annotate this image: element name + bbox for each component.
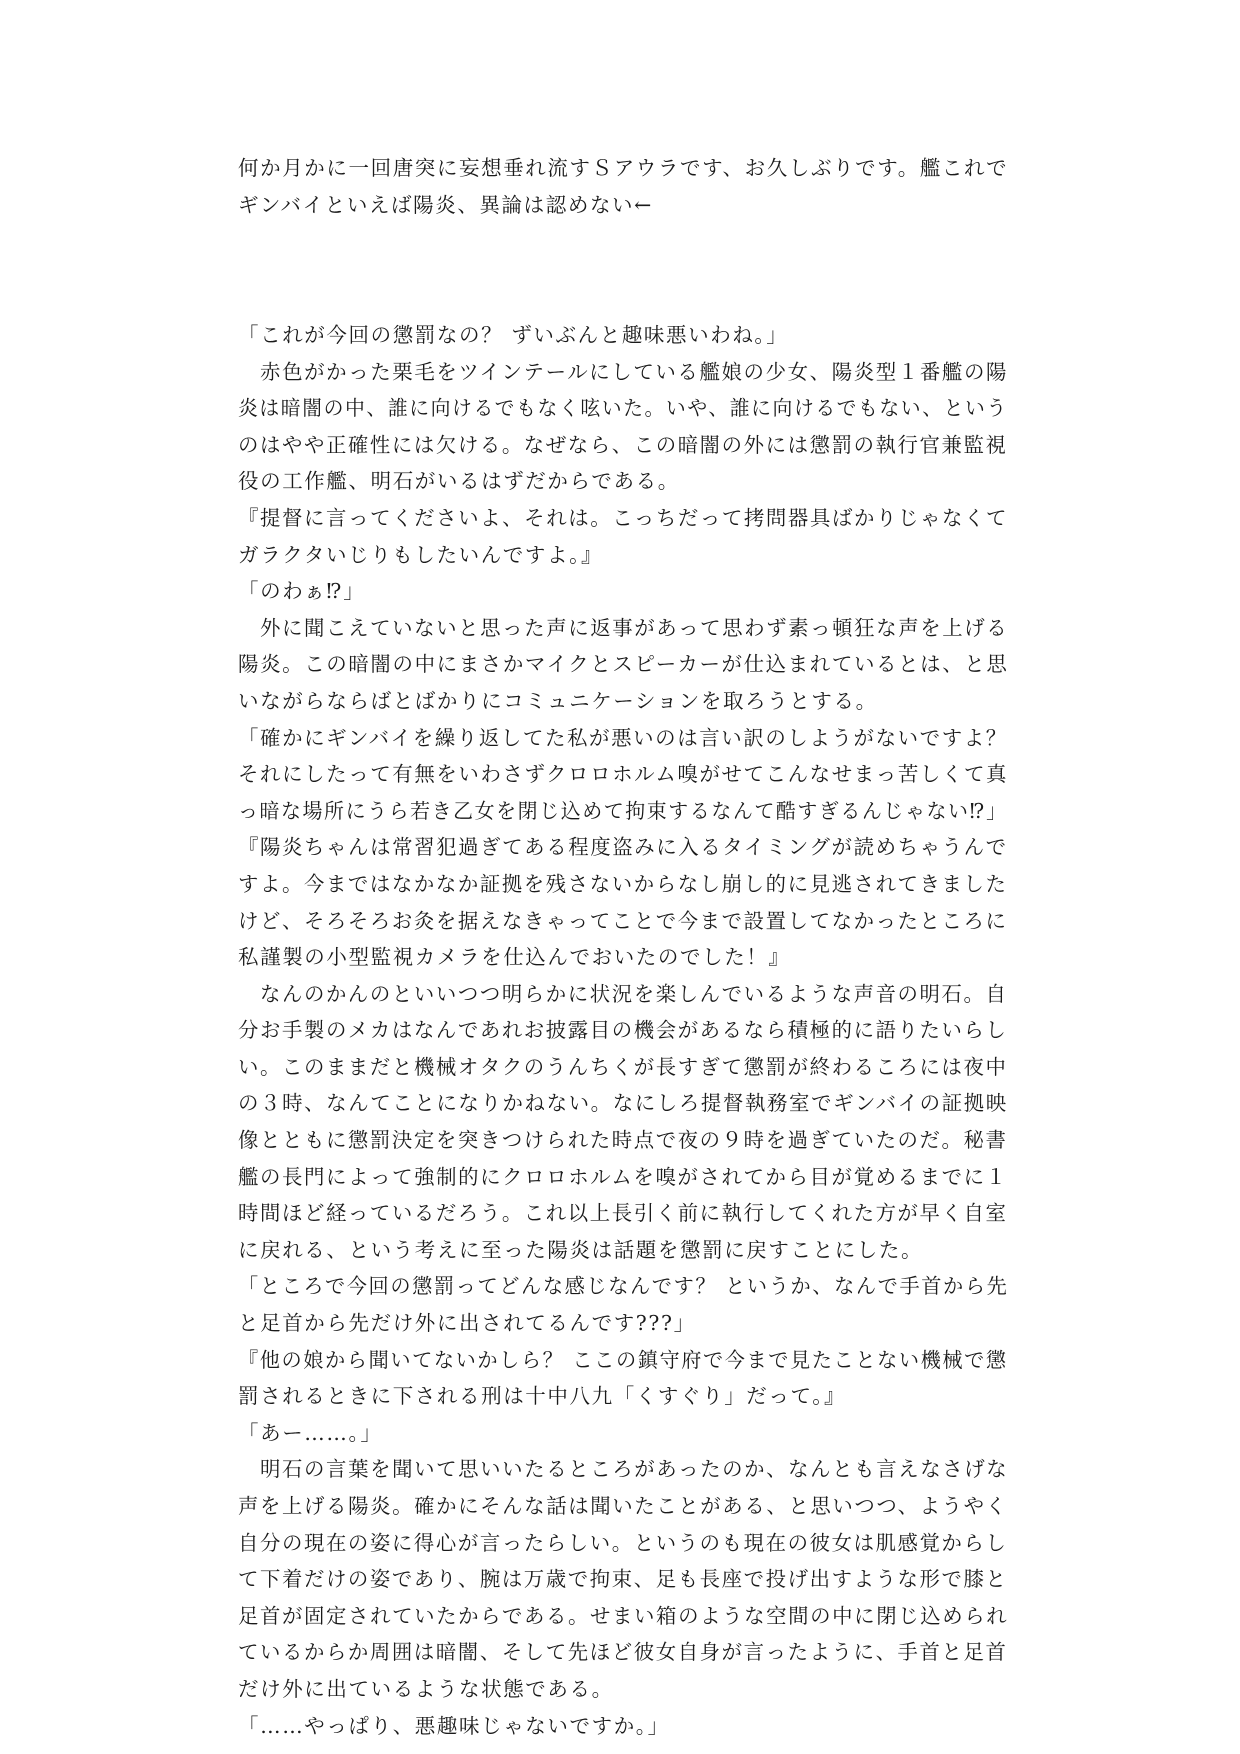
story-line: ガラクタいじりもしたいんですよ。』 bbox=[238, 542, 604, 567]
author-note bbox=[238, 150, 1008, 224]
author-note-line: ギンバイといえば陽炎、異論は認めない← bbox=[238, 193, 653, 217]
story-line: 「これが今回の懲罰なの？ ずいぶんと趣味悪いわね。」 bbox=[238, 323, 789, 347]
story-line: 足首が固定されていたからである。せまい箱のような空間の中に閉じ込められ bbox=[238, 1603, 1009, 1628]
story-line: それにしたって有無をいわさずクロロホルム嗅がせてこんなせまっ苦しくて真 bbox=[238, 762, 1009, 787]
story-line: の３時、なんてことになりかねない。なにしろ提督執務室でギンバイの証拠映 bbox=[238, 1091, 1008, 1116]
story-line: 外に聞こえていないと思った声に返事があって思わず素っ頓狂な声を上げる bbox=[238, 615, 1009, 640]
story-line: 私謹製の小型監視カメラを仕込んでおいたのでした！』 bbox=[238, 945, 791, 970]
story-line: に戻れる、という考えに至った陽炎は話題を懲罰に戻すことにした。 bbox=[238, 1237, 924, 1262]
story-line: 『陽炎ちゃんは常習犯過ぎてある程度盗みに入るタイミングが読めちゃうんで bbox=[238, 835, 1008, 860]
story-body bbox=[238, 317, 1008, 1744]
story-line: っ暗な場所にうら若き乙女を閉じ込めて拘束するなんて酷すぎるんじゃない⁉」 bbox=[238, 798, 1008, 823]
story-line: けど、そろそろお灸を据えなきゃってことで今まで設置してなかったところに bbox=[238, 908, 1008, 933]
story-line: だけ外に出ているような状態である。 bbox=[238, 1676, 614, 1701]
story-line: 「ところで今回の懲罰ってどんな感じなんです？ というか、なんで手首から先 bbox=[238, 1274, 1009, 1299]
story-line: と足首から先だけ外に出されてるんです???」 bbox=[238, 1311, 696, 1336]
story-line: 「確かにギンバイを繰り返してた私が悪いのは言い訳のしようがないですよ？ bbox=[238, 725, 1008, 750]
story-line: 像とともに懲罰決定を突きつけられた時点で夜の９時を過ぎていたのだ。秘書 bbox=[238, 1128, 1008, 1153]
story-line: 炎は暗闇の中、誰に向けるでもなく呟いた。いや、誰に向けるでもない、という bbox=[238, 396, 1008, 421]
story-line: 「あー……。」 bbox=[238, 1420, 383, 1445]
story-line: 陽炎。この暗闇の中にまさかマイクとスピーカーが仕込まれているとは、と思 bbox=[238, 652, 1009, 677]
story-line: ているからか周囲は暗闇、そして先ほど彼女自身が言ったように、手首と足首 bbox=[238, 1640, 1008, 1665]
story-line: 役の工作艦、明石がいるはずだからである。 bbox=[238, 469, 680, 494]
story-line: て下着だけの姿であり、腕は万歳で拘束、足も長座で投げ出すような形で膝と bbox=[238, 1567, 1008, 1592]
story-line: のはやや正確性には欠ける。なぜなら、この暗闇の外には懲罰の執行官兼監視 bbox=[238, 432, 1008, 457]
story-line: 罰されるときに下される刑は十中八九「くすぐり」だって。』 bbox=[238, 1384, 847, 1409]
story-line: 時間ほど経っているだろう。これ以上長引く前に執行してくれた方が早く自室 bbox=[238, 1201, 1008, 1226]
story-line: いながらならばとばかりにコミュニケーションを取ろうとする。 bbox=[238, 688, 878, 713]
story-line: なんのかんのといいつつ明らかに状況を楽しんでいるような声音の明石。自 bbox=[238, 981, 1008, 1006]
story-line: 声を上げる陽炎。確かにそんな話は聞いたことがある、と思いつつ、ようやく bbox=[238, 1494, 1008, 1518]
story-line: 赤色がかった栗毛をツインテールにしている艦娘の少女、陽炎型１番艦の陽 bbox=[238, 359, 1009, 384]
story-line: 『提督に言ってくださいよ、それは。こっちだって拷問器具ばかりじゃなくて bbox=[238, 505, 1009, 530]
story-line: 「のわぁ⁉」 bbox=[238, 579, 366, 604]
story-line: 明石の言葉を聞いて思いいたるところがあったのか、なんとも言えなさげな bbox=[238, 1457, 1009, 1482]
story-line: い。このままだと機械オタクのうんちくが長すぎて懲罰が終わるころには夜中 bbox=[238, 1054, 1008, 1079]
story-line: すよ。今まではなかなか証拠を残さないからなし崩し的に見逃されてきました bbox=[238, 871, 1008, 896]
story-line: 「……やっぱり、悪趣味じゃないですか。」 bbox=[238, 1713, 670, 1738]
story-line: 『他の娘から聞いてないかしら？ ここの鎮守府で今まで見たことない機械で懲 bbox=[238, 1347, 1008, 1372]
author-note-line: 何か月かに一回唐突に妄想垂れ流すＳアウラです、お久しぶりです。艦これで bbox=[238, 156, 1009, 180]
story-line: 艦の長門によって強制的にクロロホルムを嗅がされてから目が覚めるまでに１ bbox=[238, 1164, 1008, 1189]
story-line: 自分の現在の姿に得心が言ったらしい。というのも現在の彼女は肌感覚からし bbox=[238, 1530, 1008, 1555]
story-line: 分お手製のメカはなんであれお披露目の機会があるなら積極的に語りたいらし bbox=[238, 1018, 1008, 1043]
